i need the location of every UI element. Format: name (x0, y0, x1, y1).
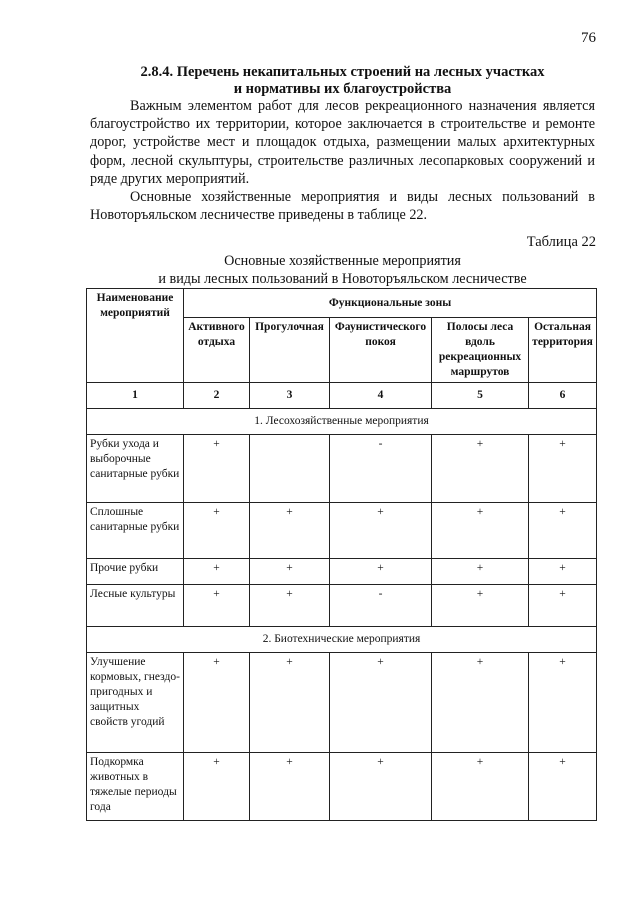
zone-mark: + (250, 559, 330, 585)
caption-line-2: и виды лесных пользований в Новоторъяльском лесничестве (158, 270, 527, 287)
column-number: 3 (250, 383, 330, 409)
zone-mark: - (330, 435, 432, 503)
paragraph: Основные хозяйственные мероприятия и виды лесных пользований в Новоторъяльском лесничестве приведены в таблице 22. (90, 189, 595, 224)
zone-mark: + (529, 559, 597, 585)
col-header-name: Наименование мероприятий (87, 289, 184, 383)
column-number: 1 (87, 383, 184, 409)
zone-mark: + (432, 503, 529, 559)
zone-mark: + (250, 503, 330, 559)
zone-mark: + (250, 653, 330, 753)
caption-line-1: Основные хозяйственные мероприятия (224, 253, 461, 269)
row-name: Прочие рубки (87, 559, 184, 585)
zone-header: Фаунистического покоя (330, 318, 432, 383)
column-number: 4 (330, 383, 432, 409)
zone-mark: + (529, 435, 597, 503)
zone-mark: + (184, 585, 250, 627)
section-row-biotechnical: 2. Биотехнические мероприятия (87, 627, 597, 653)
zone-mark: + (330, 559, 432, 585)
table-row (87, 585, 597, 627)
zone-header: Активного отдыха (184, 318, 250, 383)
table-label: Таблица 22 (526, 234, 596, 250)
heading-line-1: 2.8.4. Перечень некапитальных строений на лесных участках (140, 64, 545, 80)
zone-mark: + (432, 753, 529, 821)
column-number: 2 (184, 383, 250, 409)
column-number: 5 (432, 383, 529, 409)
zone-mark: + (432, 653, 529, 753)
row-name: Подкормка животных в тяжелые периоды года (87, 753, 184, 821)
activities-table (86, 288, 597, 821)
table-caption (90, 253, 595, 288)
row-name: Лесные культуры (87, 585, 184, 627)
zone-mark: + (330, 753, 432, 821)
row-name: Рубки ухода и выборочные санитарные рубки (87, 435, 184, 503)
heading-line-2: и нормативы их благоустройства (233, 81, 452, 97)
paragraph: Важным элементом работ для лесов рекреационного назначения является благоустройство их территории, которое заключается в строительстве и ремонте дорог, устройстве мест и площадок отдыха, размещении малых архитектурных форм, лесной скульптуры, строительстве различных лесопарковых сооружений и ряде других мероприятий. (90, 98, 595, 187)
zone-header: Прогулочная (250, 318, 330, 383)
zone-header: Полосы леса вдоль рекреационных маршрутов (432, 318, 529, 383)
zone-mark: + (529, 585, 597, 627)
table-row (87, 653, 597, 753)
zone-mark: + (529, 653, 597, 753)
zone-mark: + (184, 559, 250, 585)
zone-mark (250, 435, 330, 503)
zone-mark: - (330, 585, 432, 627)
zone-mark: + (432, 585, 529, 627)
zone-mark: + (529, 753, 597, 821)
zone-mark: + (432, 435, 529, 503)
table-row (87, 559, 597, 585)
zone-header: Остальная территория (529, 318, 597, 383)
zones-header: Функциональные зоны (184, 289, 597, 318)
section-heading (90, 64, 595, 98)
zone-mark: + (330, 503, 432, 559)
zone-mark: + (250, 753, 330, 821)
section-row-forestry: 1. Лесохозяйственные мероприятия (87, 409, 597, 435)
table-row (87, 503, 597, 559)
zone-mark: + (432, 559, 529, 585)
table-row (87, 753, 597, 821)
row-name: Сплошные санитарные рубки (87, 503, 184, 559)
row-name: Улучшение кормовых, гнездо-пригодных и защитных свойств угодий (87, 653, 184, 753)
zone-mark: + (184, 435, 250, 503)
body-text (90, 97, 595, 224)
zone-mark: + (330, 653, 432, 753)
column-number: 6 (529, 383, 597, 409)
zone-mark: + (250, 585, 330, 627)
zone-mark: + (184, 653, 250, 753)
table-row (87, 435, 597, 503)
zone-mark: + (184, 753, 250, 821)
zone-mark: + (184, 503, 250, 559)
page-number: 76 (581, 30, 596, 46)
zone-mark: + (529, 503, 597, 559)
